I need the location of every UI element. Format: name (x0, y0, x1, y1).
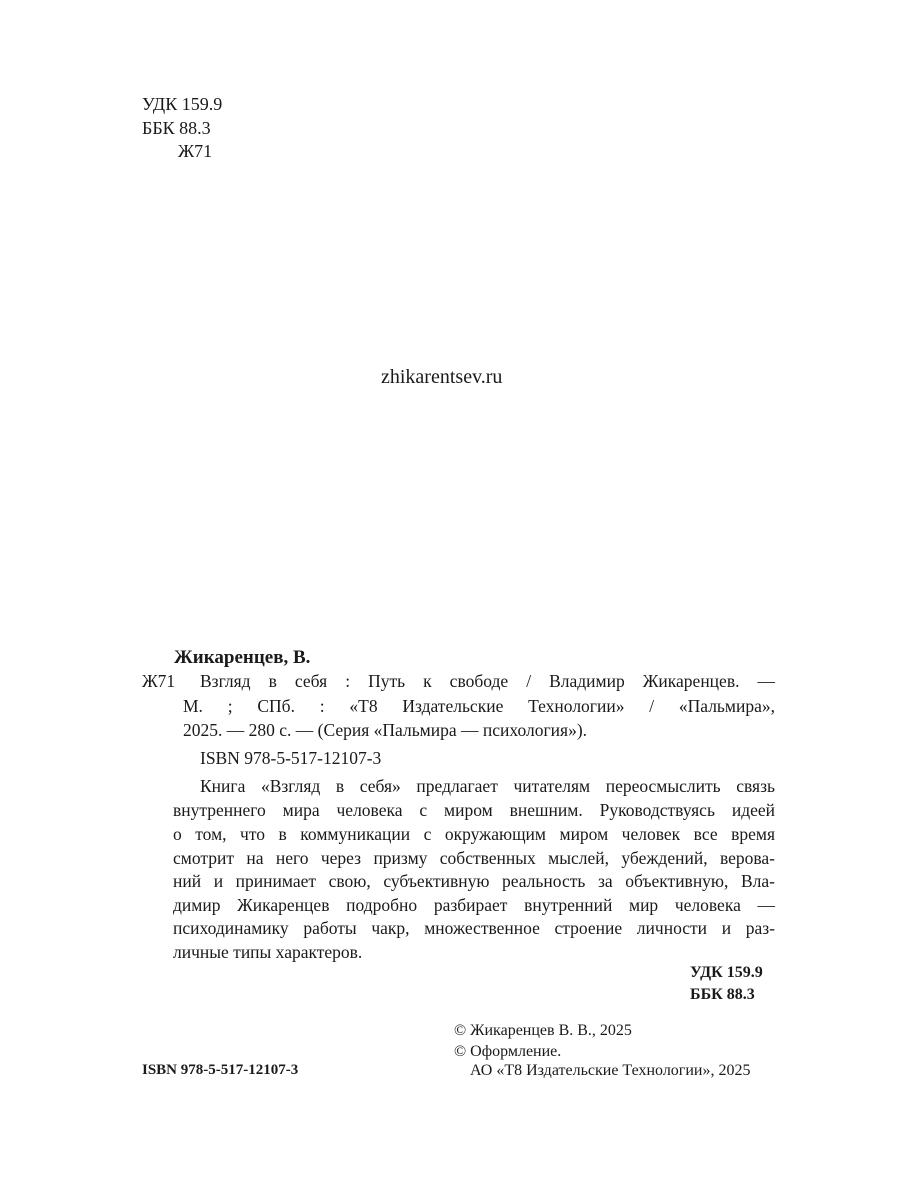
annotation-line: смотрит на него через призму собственных мыслей, убеждений, верова- (173, 848, 775, 868)
website: zhikarentsev.ru (381, 366, 503, 388)
annotation-line: психодинамику работы чакр, множественное строение личности и раз- (173, 918, 775, 938)
entry-isbn: ISBN 978-5-517-12107-3 (200, 748, 382, 768)
bbk-code-bottom: ББК 88.3 (690, 986, 755, 1003)
author-sign: Ж71 (178, 141, 213, 161)
udk-code-bottom: УДК 159.9 (690, 964, 763, 981)
isbn-bottom: ISBN 978-5-517-12107-3 (142, 1062, 299, 1078)
entry-line: М. ; СПб. : «Т8 Издательские Технологии» / «Пальмира», (183, 696, 775, 716)
entry-line: 2025. — 280 с. — (Серия «Пальмира — психология»). (183, 720, 588, 740)
annotation-line: димир Жикаренцев подробно разбирает внутренний мир человека — (173, 895, 775, 915)
annotation-line: личные типы характеров. (173, 942, 363, 962)
copyright-publisher: АО «Т8 Издательские Технологии», 2025 (470, 1062, 751, 1079)
entry-author: Жикаренцев, В. (174, 647, 311, 668)
annotation-line: внутреннего мира человека с миром внешним. Руководствуясь идеей (173, 800, 775, 820)
entry-line: Взгляд в себя : Путь к свободе / Владимир Жикаренцев. — (200, 671, 775, 691)
copyright-design: © Оформление. (454, 1043, 562, 1060)
annotation-line: о том, что в коммуникации с окружающим миром человек все время (173, 824, 775, 844)
copyright-author: © Жикаренцев В. В., 2025 (454, 1022, 632, 1039)
bbk-code: ББК 88.3 (142, 118, 211, 138)
udk-code: УДК 159.9 (142, 94, 223, 114)
entry-sign: Ж71 (142, 671, 176, 691)
annotation-line: Книга «Взгляд в себя» предлагает читателям переосмыслить связь (200, 776, 775, 796)
annotation-line: ний и принимает свою, субъективную реальность за объективную, Вла- (173, 871, 775, 891)
